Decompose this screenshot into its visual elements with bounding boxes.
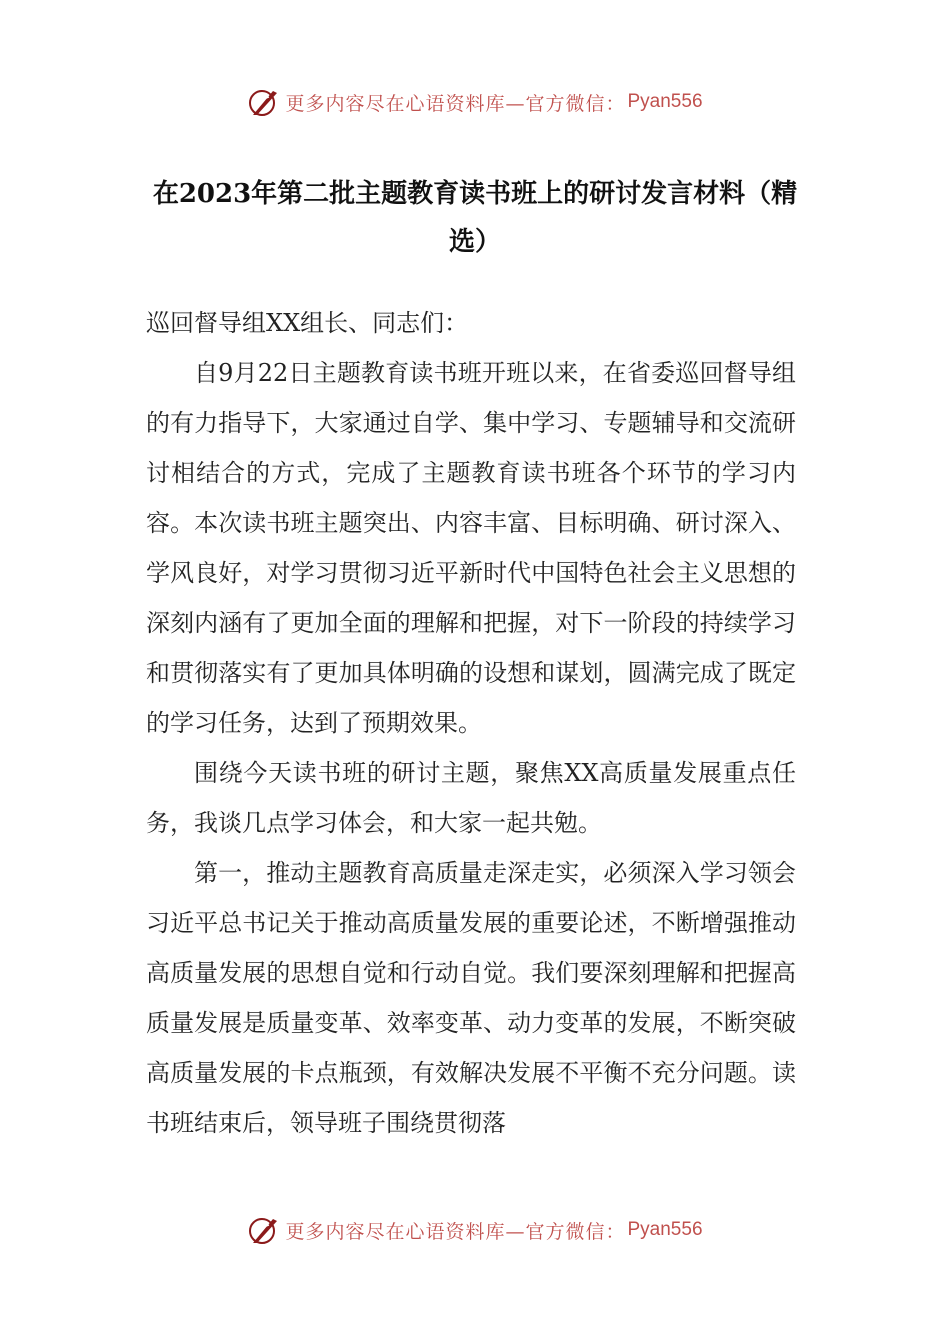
quill-pen-logo-icon: [247, 85, 281, 119]
quill-pen-logo-icon: [247, 1213, 281, 1247]
header-banner: [0, 82, 950, 122]
document-title: 在2023年第二批主题教育读书班上的研讨发言材料（精选）: [152, 179, 798, 257]
banner-text: 更多内容尽在心语资料库—官方微信：: [285, 1220, 626, 1243]
banner-text: 更多内容尽在心语资料库—官方微信：: [285, 92, 626, 115]
greeting-line: 巡回督导组XX组长、同志们：: [146, 309, 469, 337]
paragraph: 围绕今天读书班的研讨主题，聚焦XX高质量发展重点任务，我谈几点学习体会，和大家一起共勉。: [146, 759, 796, 837]
banner-wechat-id: Pyan556: [627, 1219, 703, 1240]
footer-banner: [0, 1210, 950, 1250]
paragraph: 自9月22日主题教育读书班开班以来，在省委巡回督导组的有力指导下，大家通过自学、集中学习、专题辅导和交流研讨相结合的方式，完成了主题教育读书班各个环节的学习内容。本次读书班主题突出、内容丰富、目标明确、研讨深入、学风良好，对学习贯彻习近平新时代中国特色社会主义思想的深刻内涵有了更加全面的理解和把握，对下一阶段的持续学习和贯彻落实有了更加具体明确的设想和谋划，圆满完成了既定的学习任务，达到了预期效果。: [146, 359, 796, 737]
paragraph: 第一，推动主题教育高质量走深走实，必须深入学习领会习近平总书记关于推动高质量发展的重要论述，不断增强推动高质量发展的思想自觉和行动自觉。我们要深刻理解和把握高质量发展是质量变革、效率变革、动力变革的发展，不断突破高质量发展的卡点瓶颈，有效解决发展不平衡不充分问题。读书班结束后，领导班子围绕贯彻落: [146, 859, 796, 1137]
banner-wechat-id: Pyan556: [627, 91, 703, 112]
document-body: [146, 298, 796, 1148]
